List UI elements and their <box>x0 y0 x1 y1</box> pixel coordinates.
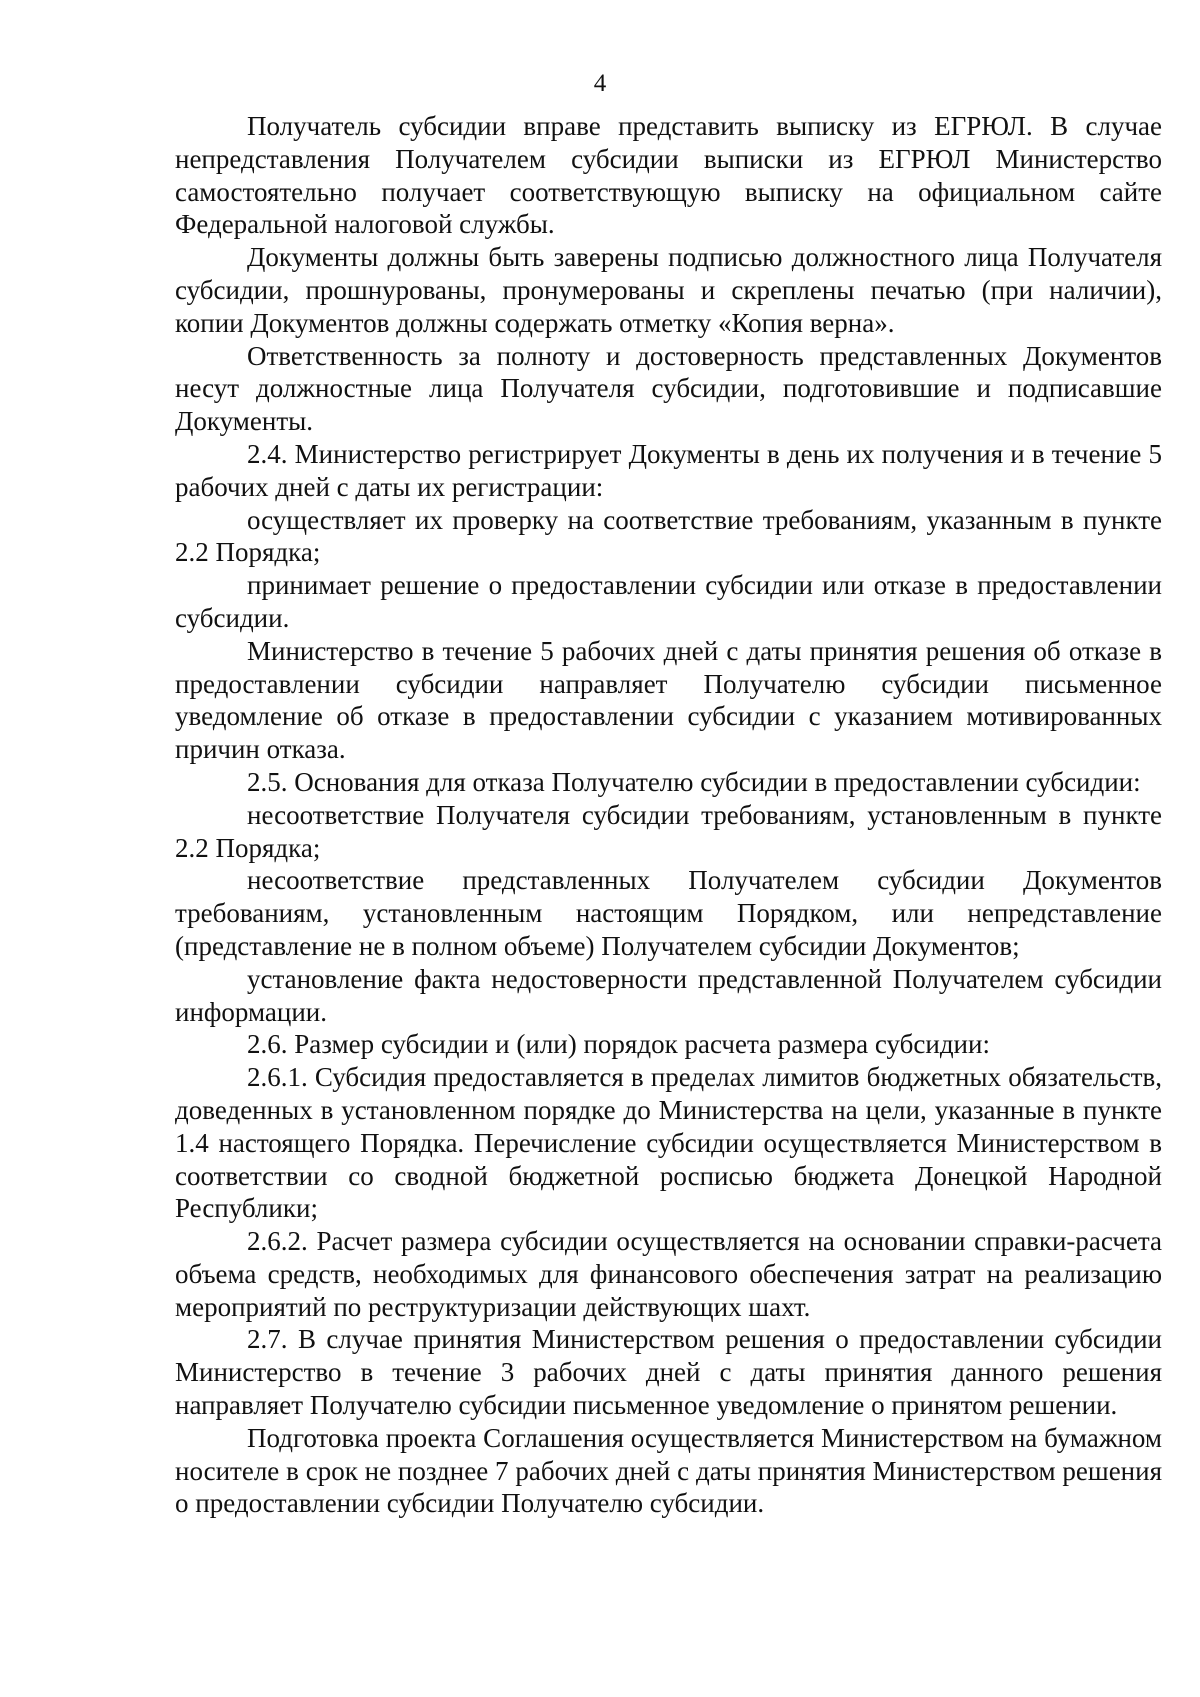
paragraph: 2.6.1. Субсидия предоставляется в пределах лимитов бюджетных обязательств, доведенных в установленном порядке до Министерства на цели, указанные в пункте 1.4 настоящего Порядка. Перечисление субсидии осуществляется Министерством в соответствии со сводной бюджетной росписью бюджета Донецкой Народной Республики; <box>175 1062 1162 1224</box>
paragraph: принимает решение о предоставлении субсидии или отказе в предоставлении субсидии. <box>175 570 1162 633</box>
paragraph: Документы должны быть заверены подписью должностного лица Получателя субсидии, прошнурованы, пронумерованы и скреплены печатью (при наличии), копии Документов должны содержать отметку «Копия верна». <box>175 242 1162 338</box>
paragraph: 2.7. В случае принятия Министерством решения о предоставлении субсидии Министерство в течение 3 рабочих дней с даты принятия данного решения направляет Получателю субсидии письменное уведомление о принятом решении. <box>175 1324 1162 1421</box>
paragraph: несоответствие представленных Получателем субсидии Документов требованиям, установленным настоящим Порядком, или непредставление (представление не в полном объеме) Получателем субсидии Документов; <box>175 865 1162 961</box>
paragraph: 2.6.2. Расчет размера субсидии осуществляется на основании справки-расчета объема средств, необходимых для финансового обеспечения затрат на реализацию мероприятий по реструктуризации действующих шахт. <box>175 1226 1162 1322</box>
paragraph: осуществляет их проверку на соответствие требованиям, указанным в пункте 2.2 Порядка; <box>175 504 1162 568</box>
page-number: 4 <box>593 70 607 97</box>
paragraph: Получатель субсидии вправе представить выписку из ЕГРЮЛ. В случае непредставления Получателем субсидии выписки из ЕГРЮЛ Министерство самостоятельно получает соответствующую выписку на официальном сайте Федеральной налоговой службы. <box>175 111 1162 240</box>
paragraph: 2.4. Министерство регистрирует Документы в день их получения и в течение 5 рабочих дней с даты их регистрации: <box>175 438 1162 502</box>
paragraph: 2.6. Размер субсидии и (или) порядок расчета размера субсидии: <box>247 1029 990 1060</box>
paragraph: Ответственность за полноту и достоверность представленных Документов несут должностные лица Получателя субсидии, подготовившие и подписавшие Документы. <box>175 340 1162 437</box>
paragraph: установление факта недостоверности представленной Получателем субсидии информации. <box>175 963 1162 1027</box>
paragraph: Подготовка проекта Соглашения осуществляется Министерством на бумажном носителе в срок не позднее 7 рабочих дней с даты принятия Министерством решения о предоставлении субсидии Получателю субсидии. <box>175 1422 1162 1519</box>
paragraph: Министерство в течение 5 рабочих дней с даты принятия решения об отказе в предоставлении субсидии направляет Получателю субсидии письменное уведомление об отказе в предоставлении субсидии с указанием мотивированных причин отказа. <box>175 635 1162 765</box>
paragraph: несоответствие Получателя субсидии требованиям, установленным в пункте 2.2 Порядка; <box>175 799 1162 863</box>
document-body <box>175 110 1162 1520</box>
paragraph: 2.5. Основания для отказа Получателю субсидии в предоставлении субсидии: <box>247 766 1141 797</box>
